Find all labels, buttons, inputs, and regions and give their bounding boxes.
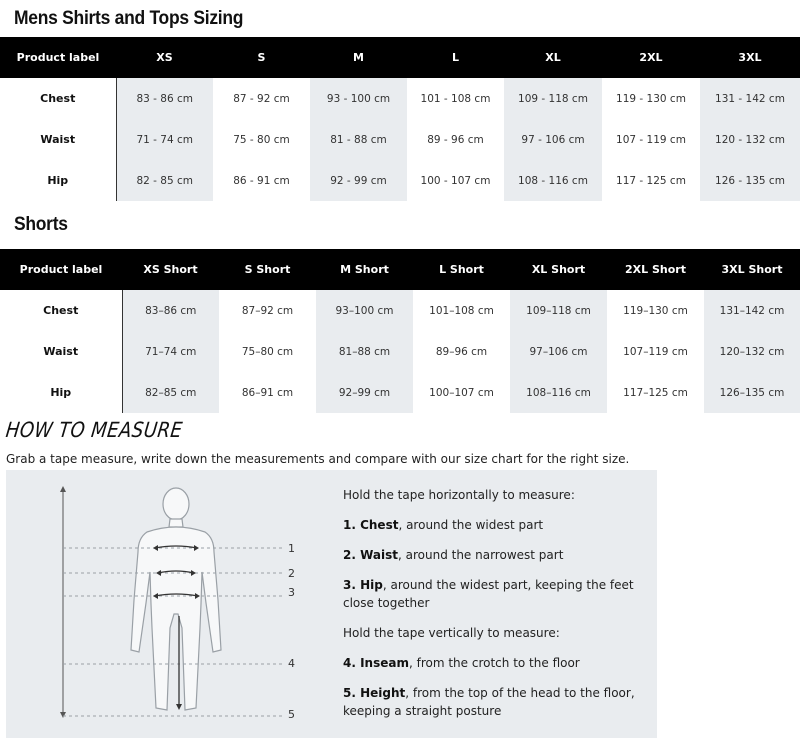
table-cell: 92–99 cm: [316, 372, 413, 413]
table-cell: 117 - 125 cm: [602, 160, 700, 201]
step-text: , around the widest part, keeping the feet close together: [343, 578, 634, 610]
table-cell: 131–142 cm: [704, 290, 800, 331]
header-size-l: L: [407, 37, 504, 78]
table-cell: 126–135 cm: [704, 372, 800, 413]
step-label: 5. Height: [343, 686, 406, 700]
header-size-s: S: [213, 37, 310, 78]
table-cell: 109–118 cm: [510, 290, 607, 331]
step-inseam: [343, 654, 643, 672]
marker-label: 3: [288, 586, 295, 599]
header-size-xl-short: XL Short: [510, 249, 607, 290]
table-cell: 86 - 91 cm: [213, 160, 310, 201]
horizontal-heading: Hold the tape horizontally to measure:: [343, 488, 575, 502]
table-cell: 87–92 cm: [219, 290, 316, 331]
header-size-3xl: 3XL: [700, 37, 800, 78]
header-size-s-short: S Short: [219, 249, 316, 290]
step-text: , from the crotch to the floor: [408, 656, 580, 670]
header-size-3xl-short: 3XL Short: [704, 249, 800, 290]
table-cell: 120–132 cm: [704, 331, 800, 372]
shorts-section-title: Shorts: [14, 214, 68, 235]
step-hip: [343, 576, 643, 612]
table-cell: 83–86 cm: [122, 290, 219, 331]
how-to-measure-title: HOW TO MEASURE: [4, 418, 184, 442]
table-cell: 93–100 cm: [316, 290, 413, 331]
table-cell: 75 - 80 cm: [213, 119, 310, 160]
shirts-section-title: Mens Shirts and Tops Sizing: [14, 8, 244, 29]
header-size-m: M: [310, 37, 407, 78]
row-label-chest: Chest: [0, 78, 116, 119]
table-cell: 97–106 cm: [510, 331, 607, 372]
table-cell: 71 - 74 cm: [116, 119, 213, 160]
vertical-heading: Hold the tape vertically to measure:: [343, 626, 560, 640]
table-cell: 101–108 cm: [413, 290, 510, 331]
table-cell: 107 - 119 cm: [602, 119, 700, 160]
table-cell: 109 - 118 cm: [504, 78, 602, 119]
step-waist: [343, 546, 643, 564]
table-cell: 107–119 cm: [607, 331, 704, 372]
table-cell: 108–116 cm: [510, 372, 607, 413]
header-size-2xl-short: 2XL Short: [607, 249, 704, 290]
marker-label: 4: [288, 657, 295, 670]
table-cell: 117–125 cm: [607, 372, 704, 413]
table-cell: 100–107 cm: [413, 372, 510, 413]
how-to-measure-intro: Grab a tape measure, write down the measurements and compare with our size chart for the right size.: [6, 452, 630, 466]
step-label: 4. Inseam: [343, 656, 409, 670]
table-cell: 126 - 135 cm: [700, 160, 800, 201]
table-cell: 101 - 108 cm: [407, 78, 504, 119]
step-label: 2. Waist: [343, 548, 398, 562]
table-cell: 81 - 88 cm: [310, 119, 407, 160]
step-text: , around the widest part: [398, 518, 544, 532]
header-product-label: Product label: [0, 37, 116, 78]
table-cell: 81–88 cm: [316, 331, 413, 372]
marker-label: 1: [288, 542, 295, 555]
table-cell: 119 - 130 cm: [602, 78, 700, 119]
table-cell: 131 - 142 cm: [700, 78, 800, 119]
step-chest: [343, 516, 643, 534]
header-size-l-short: L Short: [413, 249, 510, 290]
table-cell: 119–130 cm: [607, 290, 704, 331]
marker-label: 5: [288, 708, 295, 721]
table-cell: 89–96 cm: [413, 331, 510, 372]
row-label-waist: Waist: [0, 119, 116, 160]
table-cell: 97 - 106 cm: [504, 119, 602, 160]
table-cell: 87 - 92 cm: [213, 78, 310, 119]
header-size-2xl: 2XL: [602, 37, 700, 78]
header-size-m-short: M Short: [316, 249, 413, 290]
row-label-waist: Waist: [0, 331, 122, 372]
row-label-hip: Hip: [0, 372, 122, 413]
header-size-xl: XL: [504, 37, 602, 78]
row-label-hip: Hip: [0, 160, 116, 201]
row-label-chest: Chest: [0, 290, 122, 331]
step-label: 3. Hip: [343, 578, 383, 592]
step-text: , around the narrowest part: [397, 548, 564, 562]
table-cell: 82 - 85 cm: [116, 160, 213, 201]
table-cell: 108 - 116 cm: [504, 160, 602, 201]
table-cell: 100 - 107 cm: [407, 160, 504, 201]
table-cell: 93 - 100 cm: [310, 78, 407, 119]
table-cell: 89 - 96 cm: [407, 119, 504, 160]
step-text: , from the top of the head to the floor, keeping a straight posture: [343, 686, 635, 718]
table-cell: 75–80 cm: [219, 331, 316, 372]
table-cell: 71–74 cm: [122, 331, 219, 372]
table-cell: 83 - 86 cm: [116, 78, 213, 119]
table-cell: 82–85 cm: [122, 372, 219, 413]
table-cell: 86–91 cm: [219, 372, 316, 413]
table-cell: 120 - 132 cm: [700, 119, 800, 160]
table-cell: 92 - 99 cm: [310, 160, 407, 201]
step-height: [343, 684, 643, 720]
header-size-xs-short: XS Short: [122, 249, 219, 290]
header-size-xs: XS: [116, 37, 213, 78]
marker-label: 2: [288, 567, 295, 580]
header-product-label: Product label: [0, 249, 122, 290]
measure-instructions: [343, 486, 643, 732]
step-label: 1. Chest: [343, 518, 399, 532]
